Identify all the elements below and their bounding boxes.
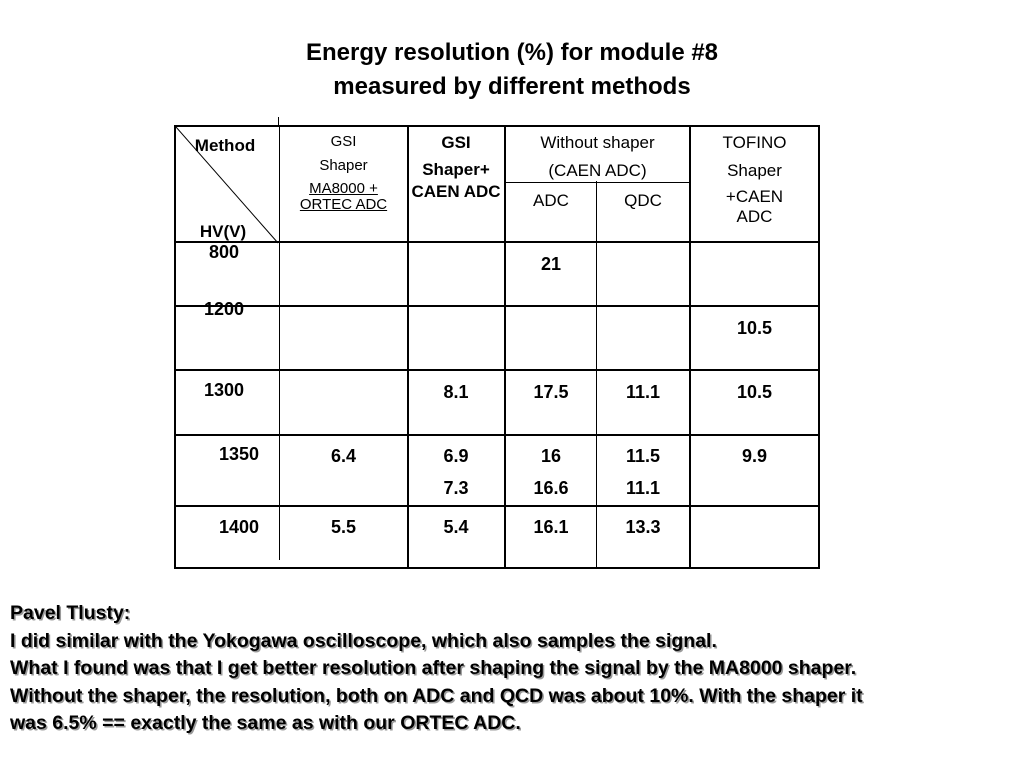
comment-line-4: was 6.5% == exactly the same as with our ORTEC ADC. <box>10 712 521 734</box>
row-800-hv: 800 <box>208 242 240 262</box>
row-1400-qdc: 13.3 <box>625 517 661 537</box>
row-800-adc: 21 <box>540 254 562 274</box>
row-1200-tofino: 10.5 <box>736 318 773 338</box>
header-without-l2: (CAEN ADC) <box>548 161 647 180</box>
header-tofino-l3: +CAEN ADC <box>725 187 784 226</box>
row-1350-qdc: 11.5 <box>625 446 661 466</box>
comment-line-1: I did similar with the Yokogawa oscilloscope, which also samples the signal. <box>10 629 717 652</box>
row-1300-adc: 17.5 <box>533 382 569 402</box>
slide-title <box>0 36 1024 104</box>
row-1350-tofino: 9.9 <box>741 446 768 466</box>
row-1400-hv: 1400 <box>218 517 260 537</box>
row-1350-adc-2: 16.6 <box>533 478 569 498</box>
header-hv: HV(V) <box>199 222 247 241</box>
comment-line-2: What I found was that I get better resolution after shaping the signal by the MA8000 shaper. <box>10 657 857 679</box>
header-gsi-shaper-l2: Shaper <box>319 157 368 174</box>
header-gsi-shaper-l1: GSI <box>330 133 357 150</box>
header-without-shaper <box>506 131 689 183</box>
header-tofino-l1: TOFINO <box>722 133 787 152</box>
header-gsi-caen <box>406 131 506 203</box>
title-line-2: measured by different methods <box>333 73 691 100</box>
row-1300-gsi-caen: 8.1 <box>443 382 469 402</box>
row-1400-adc: 16.1 <box>533 517 569 537</box>
header-qdc: QDC <box>624 191 662 210</box>
row-1350-gsi-caen: 6.9 <box>443 446 469 466</box>
header-gsi-shaper-sub: MA8000 + ORTEC ADC <box>299 180 388 213</box>
row-1350-qdc-2: 11.1 <box>625 478 661 498</box>
header-tofino-l2: Shaper <box>727 161 782 180</box>
header-method: Method <box>194 136 256 155</box>
resolution-table <box>174 125 820 569</box>
comment-author: Pavel Tlusty: <box>10 602 131 624</box>
row-1350-gsi-shaper: 6.4 <box>330 446 357 466</box>
header-gsi-caen-l1: GSI <box>441 133 471 152</box>
row-divider <box>176 434 818 436</box>
row-divider <box>176 505 818 507</box>
row-1350-adc: 16 <box>540 446 562 466</box>
header-tofino <box>691 131 818 227</box>
header-adc: ADC <box>533 191 569 210</box>
row-1350-hv: 1350 <box>218 444 260 464</box>
header-gsi-shaper <box>280 131 407 213</box>
header-without-l1: Without shaper <box>540 133 655 152</box>
title-line-1: Energy resolution (%) for module #8 <box>305 39 719 66</box>
row-1400-gsi-shaper: 5.5 <box>330 517 357 537</box>
row-divider <box>176 305 818 307</box>
row-1300-hv: 1300 <box>203 380 245 400</box>
row-1300-tofino: 10.5 <box>736 382 773 402</box>
comment-line-3: Without the shaper, the resolution, both on ADC and QCD was about 10%. With the shaper it <box>10 684 863 707</box>
row-1400-gsi-caen: 5.4 <box>443 517 469 537</box>
comment-block <box>10 600 1015 738</box>
col-divider <box>596 181 597 567</box>
row-1350-gsi-caen-2: 7.3 <box>443 478 469 498</box>
header-gsi-caen-l2: Shaper+ CAEN ADC <box>411 160 501 201</box>
row-1200-hv: 1200 <box>203 299 245 319</box>
row-divider <box>176 241 818 243</box>
row-divider <box>176 369 818 371</box>
row-1300-qdc: 11.1 <box>625 382 661 402</box>
